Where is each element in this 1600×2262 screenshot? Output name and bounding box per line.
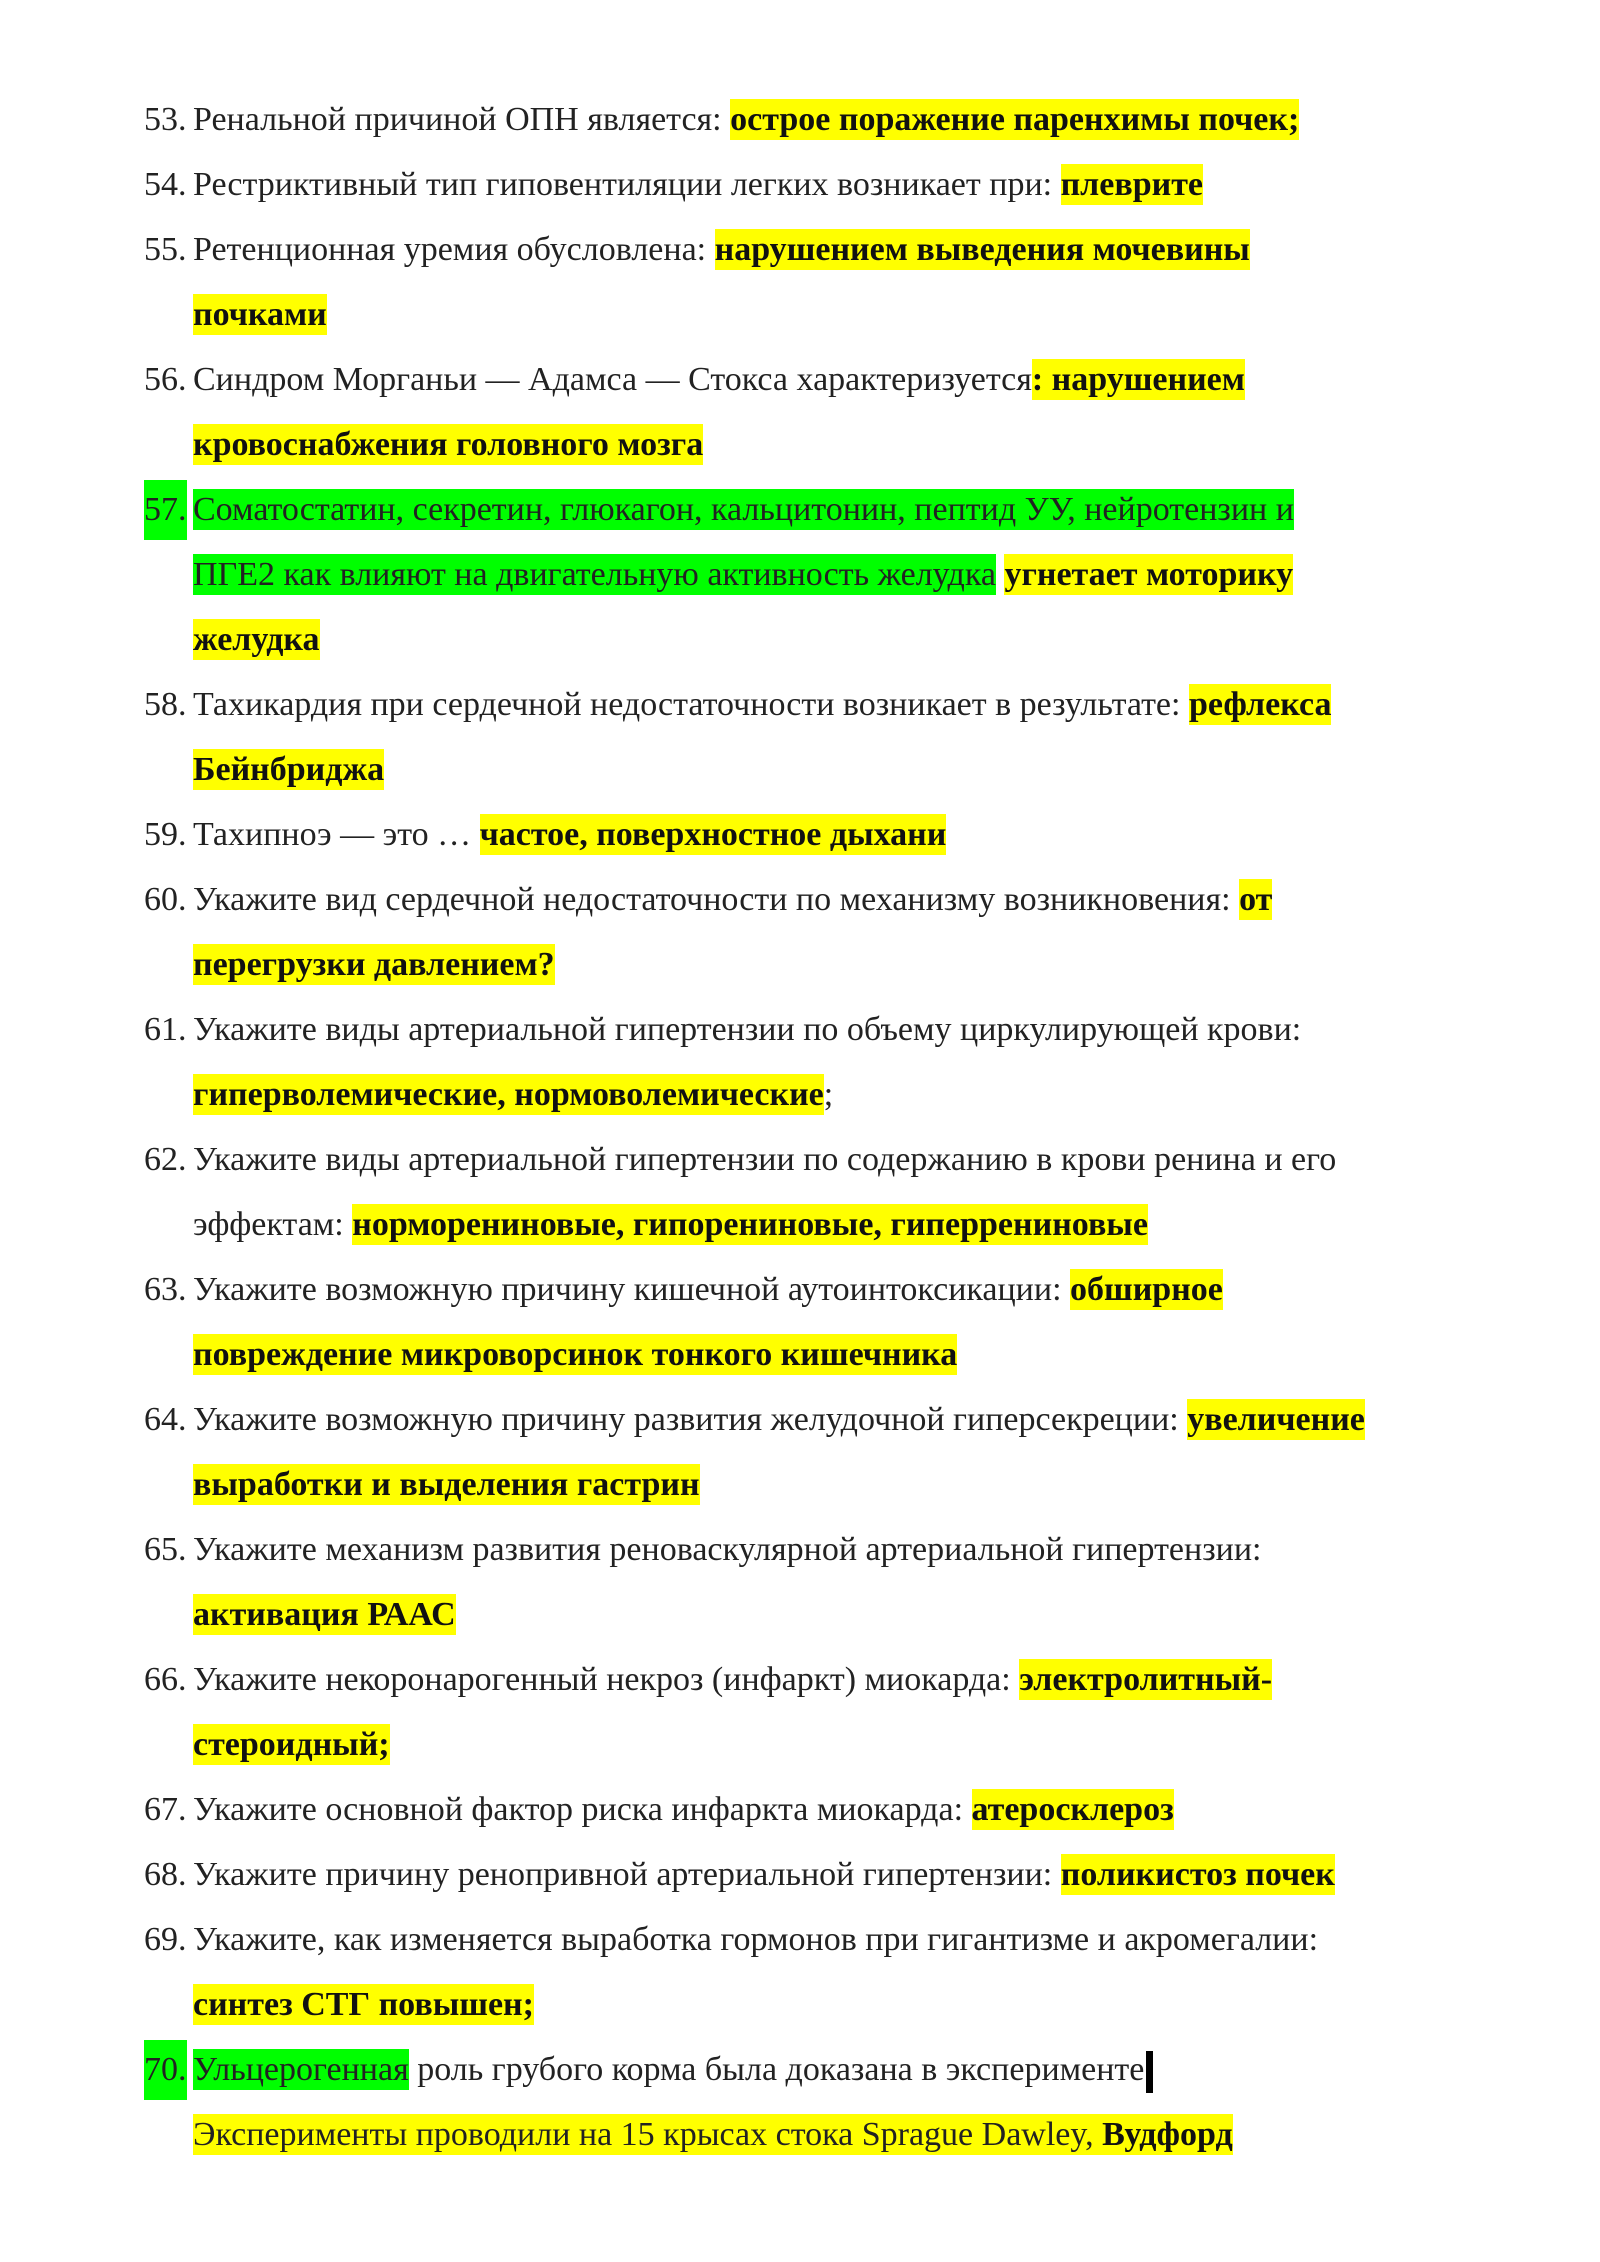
list-item-continuation xyxy=(0,935,1600,995)
highlighted-text: стероидный; xyxy=(193,1726,390,1763)
highlighted-text: желудка xyxy=(193,621,320,658)
highlighted-text: норморениновые, гипорениновые, гиперрениновые xyxy=(352,1206,1148,1243)
list-item xyxy=(0,870,1600,930)
list-item-continuation xyxy=(0,1455,1600,1515)
list-item xyxy=(0,1000,1600,1060)
item-number: 56. xyxy=(144,361,187,398)
item-number: 69. xyxy=(144,1921,187,1958)
list-item xyxy=(0,480,1600,540)
list-item xyxy=(0,350,1600,410)
highlighted-text: активация РААС xyxy=(193,1596,456,1633)
item-text xyxy=(193,1130,1336,1190)
highlighted-text: рефлекса xyxy=(1188,686,1332,723)
item-number: 68. xyxy=(144,1856,187,1893)
list-item xyxy=(0,1845,1600,1905)
text-segment: Ретенционная уремия обусловлена: xyxy=(193,231,715,268)
highlighted-text: атеросклероз xyxy=(971,1791,1174,1828)
text-segment: ; xyxy=(823,1076,834,1113)
list-item xyxy=(0,1910,1600,1970)
item-text xyxy=(193,480,1294,540)
item-text xyxy=(193,610,320,670)
text-segment: Тахикардия при сердечной недостаточности возникает в результате: xyxy=(193,686,1189,723)
highlighted-text: перегрузки давлением? xyxy=(193,946,555,983)
item-text xyxy=(193,1845,1335,1905)
text-segment: Укажите причину ренопривной артериальной гипертензии: xyxy=(193,1856,1061,1893)
item-text xyxy=(193,935,555,995)
item-text xyxy=(193,545,1293,605)
item-number: 63. xyxy=(144,1271,187,1308)
item-text xyxy=(193,1715,390,1775)
item-number: 70. xyxy=(144,2040,187,2100)
item-text xyxy=(193,220,1250,280)
list-item-continuation xyxy=(0,1715,1600,1775)
text-segment: Укажите виды артериальной гипертензии по объему циркулирующей крови: xyxy=(193,1011,1302,1048)
highlighted-text: кровоснабжения головного мозга xyxy=(193,426,704,463)
item-text xyxy=(193,415,703,475)
highlighted-text: Бейнбриджа xyxy=(193,751,385,788)
text-segment: Укажите виды артериальной гипертензии по содержанию в крови ренина и его xyxy=(193,1141,1337,1178)
item-number: 67. xyxy=(144,1791,187,1828)
item-number: 53. xyxy=(144,101,187,138)
list-item xyxy=(0,1390,1600,1450)
text-segment: Укажите некоронарогенный некроз (инфаркт) миокарда: xyxy=(193,1661,1020,1698)
list-item-continuation xyxy=(0,2105,1600,2165)
highlighted-text: повреждение микроворсинок тонкого кишечника xyxy=(193,1336,958,1373)
list-item xyxy=(0,2040,1600,2100)
list-item xyxy=(0,90,1600,150)
list-item xyxy=(0,1520,1600,1580)
item-text xyxy=(193,805,946,865)
list-item-continuation xyxy=(0,1195,1600,1255)
item-text xyxy=(193,1520,1261,1580)
highlighted-text: поликистоз почек xyxy=(1060,1856,1335,1893)
item-text xyxy=(193,285,327,345)
list-item xyxy=(0,155,1600,215)
text-segment: Укажите возможную причину кишечной аутоинтоксикации: xyxy=(193,1271,1071,1308)
item-text xyxy=(193,740,384,800)
highlighted-text: выработки и выделения гастрин xyxy=(193,1466,700,1503)
highlighted-text: : нарушением xyxy=(1031,361,1245,398)
item-text xyxy=(193,1000,1301,1060)
list-item-continuation xyxy=(0,285,1600,345)
item-text xyxy=(193,90,1299,150)
highlighted-text: частое, поверхностное дыхани xyxy=(479,816,947,853)
list-item xyxy=(0,675,1600,735)
highlighted-text: почками xyxy=(193,296,327,333)
highlighted-text: синтез СТГ повышен; xyxy=(193,1986,534,2023)
item-text xyxy=(193,1325,957,1385)
text-cursor xyxy=(1146,2051,1153,2093)
list-item xyxy=(0,1780,1600,1840)
item-text xyxy=(193,1065,833,1125)
item-text xyxy=(193,1390,1365,1450)
item-number: 59. xyxy=(144,816,187,853)
highlighted-text: Вудфорд xyxy=(1102,2116,1233,2153)
item-text xyxy=(193,1650,1272,1710)
text-segment: Укажите основной фактор риска инфаркта миокарда: xyxy=(193,1791,972,1828)
item-number: 55. xyxy=(144,231,187,268)
list-item xyxy=(0,1260,1600,1320)
highlighted-text: плеврите xyxy=(1060,166,1204,203)
highlighted-text: гиперволемические, нормоволемические xyxy=(193,1076,824,1113)
list-item xyxy=(0,1650,1600,1710)
item-text xyxy=(193,1585,456,1645)
highlighted-text: острое поражение паренхимы почек; xyxy=(730,101,1300,138)
highlighted-text: Эксперименты проводили на 15 крысах стока Sprague Dawley, xyxy=(193,2116,1103,2153)
item-text xyxy=(193,1780,1174,1840)
item-text xyxy=(193,350,1245,410)
text-segment: роль грубого корма была доказана в эксперименте xyxy=(408,2051,1145,2088)
list-item xyxy=(0,220,1600,280)
item-text xyxy=(193,1455,700,1515)
item-text xyxy=(193,2040,1153,2100)
highlighted-text: угнетает моторику xyxy=(1004,556,1294,593)
text-segment: Укажите, как изменяется выработка гормонов при гигантизме и акромегалии: xyxy=(193,1921,1319,1958)
item-text xyxy=(193,1910,1318,1970)
item-text xyxy=(193,1260,1223,1320)
text-segment: эффектам: xyxy=(193,1206,353,1243)
list-item-continuation xyxy=(0,1975,1600,2035)
text-segment: Тахипноэ — это … xyxy=(193,816,480,853)
item-number: 54. xyxy=(144,166,187,203)
item-number: 57. xyxy=(144,480,187,540)
list-item-continuation xyxy=(0,740,1600,800)
item-number: 66. xyxy=(144,1661,187,1698)
list-item-continuation xyxy=(0,1325,1600,1385)
highlighted-text: Соматостатин, секретин, глюкагон, кальцитонин, пептид УУ, нейротензин и xyxy=(193,491,1294,528)
item-number: 65. xyxy=(144,1531,187,1568)
text-segment: Рестриктивный тип гиповентиляции легких возникает при: xyxy=(193,166,1061,203)
highlighted-text: ПГЕ2 как влияют на двигательную активность желудка xyxy=(193,556,996,593)
item-number: 64. xyxy=(144,1401,187,1438)
item-number: 61. xyxy=(144,1011,187,1048)
list-item xyxy=(0,805,1600,865)
item-number: 60. xyxy=(144,881,187,918)
list-item-continuation xyxy=(0,610,1600,670)
item-number: 62. xyxy=(144,1141,187,1178)
item-text xyxy=(193,2105,1233,2165)
item-number: 58. xyxy=(144,686,187,723)
highlighted-text: обширное xyxy=(1070,1271,1223,1308)
highlighted-text: увеличение xyxy=(1187,1401,1365,1438)
highlighted-text: электролитный- xyxy=(1019,1661,1273,1698)
list-item-continuation xyxy=(0,1065,1600,1125)
text-segment: Укажите механизм развития реноваскулярной артериальной гипертензии: xyxy=(193,1531,1262,1568)
highlighted-text: Ульцерогенная xyxy=(193,2051,409,2088)
item-text xyxy=(193,155,1203,215)
highlighted-text: нарушением выведения мочевины xyxy=(714,231,1250,268)
item-text xyxy=(193,675,1331,735)
text-segment: Синдром Морганьи — Адамса — Стокса характеризуется xyxy=(193,361,1032,398)
item-text xyxy=(193,870,1272,930)
text-segment: Ренальной причиной ОПН является: xyxy=(193,101,731,138)
text-segment: Укажите возможную причину развития желудочной гиперсекреции: xyxy=(193,1401,1188,1438)
list-item-continuation xyxy=(0,415,1600,475)
list-item-continuation xyxy=(0,545,1600,605)
item-text xyxy=(193,1975,534,2035)
list-item-continuation xyxy=(0,1585,1600,1645)
list-item xyxy=(0,1130,1600,1190)
item-text xyxy=(193,1195,1148,1255)
highlighted-text: от xyxy=(1239,881,1273,918)
text-segment: Укажите вид сердечной недостаточности по механизму возникновения: xyxy=(193,881,1240,918)
